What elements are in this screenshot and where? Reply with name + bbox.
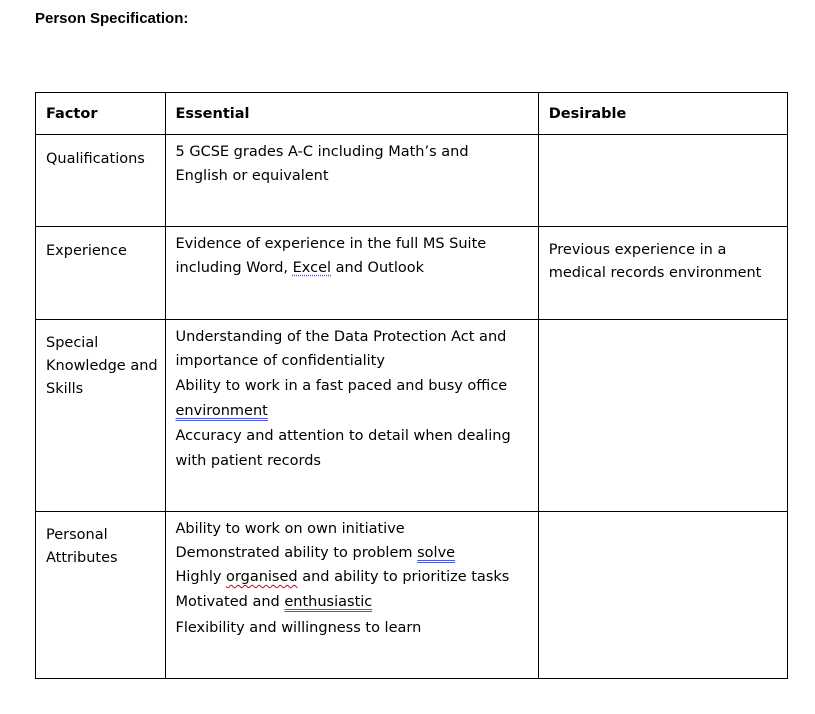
essential-line: 5 GCSE grades A-C including Math’s and	[175, 144, 469, 160]
desirable-cell	[538, 135, 787, 227]
desirable-cell	[538, 320, 787, 512]
header-desirable: Desirable	[538, 93, 787, 135]
factor-cell	[36, 512, 166, 679]
essential-line: Motivated and enthusiastic	[175, 594, 373, 610]
essential-line: Understanding of the Data Protection Act and	[175, 329, 507, 345]
essential-line: importance of confidentiality	[175, 353, 385, 369]
factor-text: Knowledge and	[46, 358, 158, 374]
factor-cell	[36, 320, 166, 512]
desirable-cell	[538, 227, 787, 320]
essential-cell	[165, 512, 538, 679]
grammar-flag-word[interactable]: solve	[417, 545, 456, 561]
factor-text: Experience	[46, 243, 127, 259]
factor-cell	[36, 227, 166, 320]
table-row	[36, 135, 788, 227]
table-header-row	[36, 93, 788, 135]
essential-line: Evidence of experience in the full MS Suite	[175, 236, 487, 252]
essential-cell	[165, 135, 538, 227]
essential-line: Accuracy and attention to detail when dealing	[175, 428, 511, 444]
table-row	[36, 227, 788, 320]
essential-line: Demonstrated ability to problem solve	[175, 545, 456, 561]
factor-text: Qualifications	[46, 151, 145, 167]
table-row	[36, 320, 788, 512]
factor-text: Personal	[46, 527, 108, 543]
table-row	[36, 512, 788, 679]
factor-text: Attributes	[46, 550, 118, 566]
factor-text: Skills	[46, 381, 84, 397]
desirable-line: Previous experience in a	[548, 242, 727, 258]
essential-line: English or equivalent	[175, 168, 329, 184]
header-essential: Essential	[165, 93, 538, 135]
essential-line: Ability to work on own initiative	[175, 521, 405, 537]
desirable-line: medical records environment	[548, 265, 762, 281]
essential-cell	[165, 320, 538, 512]
grammar-flag-word[interactable]: enthusiastic	[284, 594, 373, 610]
essential-line: Ability to work in a fast paced and busy office	[175, 378, 508, 394]
header-factor: Factor	[36, 93, 166, 135]
factor-text: Special	[46, 335, 99, 351]
grammar-flag-word[interactable]: environment	[175, 403, 268, 419]
essential-line: Highly organised and ability to prioritize tasks	[175, 569, 510, 585]
desirable-cell	[538, 512, 787, 679]
essential-line: Flexibility and willingness to learn	[175, 620, 422, 636]
essential-line: with patient records	[175, 453, 321, 469]
essential-cell	[165, 227, 538, 320]
essential-line	[176, 399, 528, 423]
factor-cell	[36, 135, 166, 227]
essential-line: including Word, Excel and Outlook	[175, 260, 425, 276]
spelling-flag-word[interactable]: organised	[226, 569, 298, 585]
grammar-flag-word[interactable]: Excel	[292, 260, 332, 276]
person-specification-table	[35, 92, 788, 679]
page-title: Person Specification:	[35, 10, 189, 27]
